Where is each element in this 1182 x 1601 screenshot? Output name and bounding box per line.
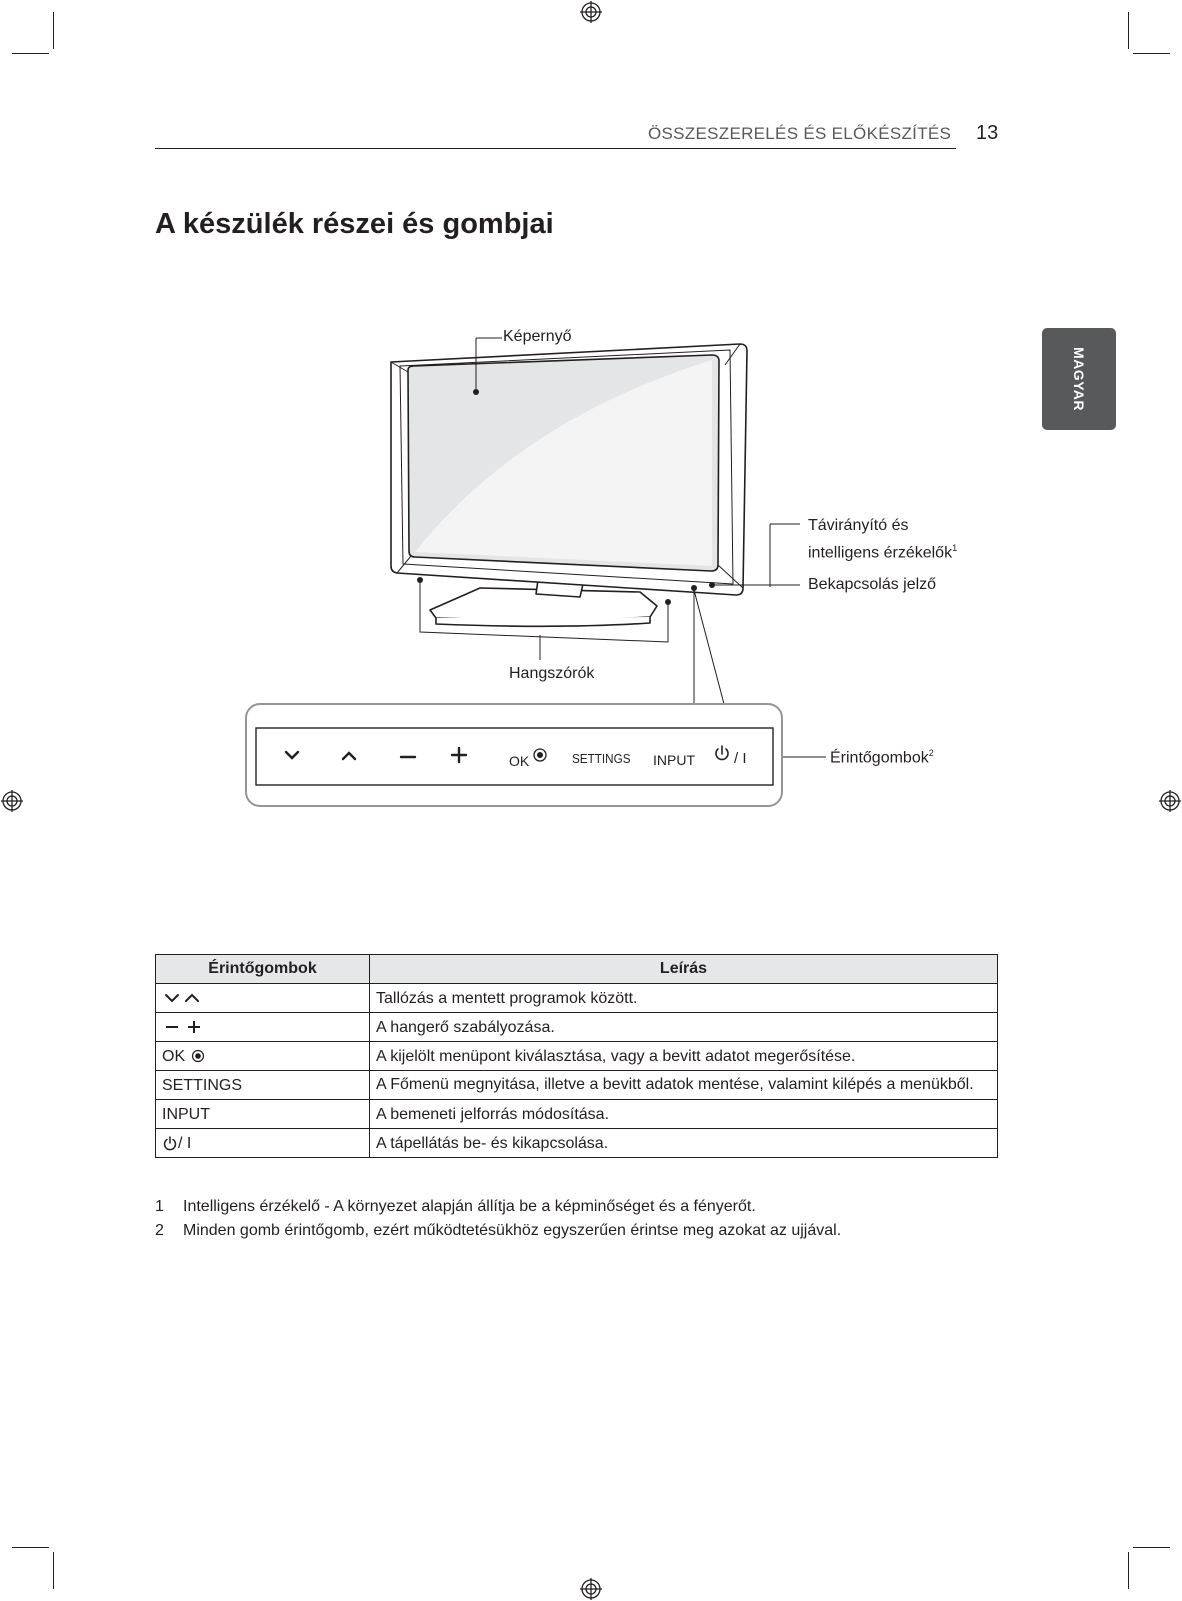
table-key-cell: [156, 984, 370, 1013]
table-key-cell: SETTINGS: [156, 1071, 370, 1100]
panel-input-label: INPUT: [653, 752, 695, 768]
table-row: [156, 1129, 998, 1158]
footnote-text: Minden gomb érintőgomb, ezért működtetésükhöz egyszerűen érintse meg azokat az ujjával.: [183, 1222, 842, 1239]
footnote-ref: 2: [928, 748, 934, 758]
footnote-text: Intelligens érzékelő - A környezet alapján állítja be a képminőséget és a fényerőt.: [183, 1198, 756, 1215]
remote-sensor-label: [808, 514, 957, 564]
table-key-cell: [156, 1013, 370, 1042]
footnote-number: 2: [155, 1222, 164, 1239]
table-key-cell: [156, 1042, 370, 1071]
footnote-2: [155, 1222, 841, 1240]
remote-sensor-text: intelligens érzékelők: [808, 544, 953, 562]
table-header-row: [156, 955, 998, 984]
touch-buttons-label: [830, 748, 934, 767]
section-title: ÖSSZESZERELÉS ÉS ELŐKÉSZÍTÉS: [648, 124, 952, 143]
panel-ok-label: OK: [509, 753, 530, 769]
table-key-cell: [156, 1129, 370, 1158]
key-label: / I: [178, 1134, 192, 1152]
crop-mark: [1128, 1552, 1129, 1589]
table-row: [156, 1042, 998, 1071]
crop-mark: [1133, 1547, 1170, 1548]
table-header-cell: Leírás: [370, 955, 998, 984]
table-row: [156, 1013, 998, 1042]
table-row: [156, 984, 998, 1013]
table-desc-cell: A bemeneti jelforrás módosítása.: [370, 1100, 998, 1129]
tv-illustration: [391, 344, 747, 626]
footnote-1: [155, 1198, 756, 1216]
table-desc-cell: Tallózás a mentett programok között.: [370, 984, 998, 1013]
ok-target-icon: [190, 1049, 206, 1063]
table-desc-cell: A hangerő szabályozása.: [370, 1013, 998, 1042]
footnote-number: 1: [155, 1198, 164, 1215]
speakers-label: Hangszórók: [509, 665, 595, 682]
crop-mark: [12, 1547, 49, 1548]
table-desc-cell: A tápellátás be- és kikapcsolása.: [370, 1129, 998, 1158]
panel-settings-label: SETTINGS: [572, 751, 631, 766]
screen-label: Képernyő: [503, 328, 572, 345]
touch-buttons-text: Érintőgombok: [830, 749, 929, 767]
table-row: [156, 1071, 998, 1100]
crop-mark: [53, 1552, 54, 1589]
panel-power-label: / I: [734, 750, 747, 767]
table-desc-cell: A Főmenü megnyitása, illetve a bevitt adatok mentése, valamint kilépés a menükből.: [370, 1071, 998, 1100]
power-icon: [162, 1135, 178, 1151]
table-desc-cell: A kijelölt menüpont kiválasztása, vagy a bevitt adatot megerősítése.: [370, 1042, 998, 1071]
touch-buttons-table: [155, 954, 998, 1158]
table-header-cell: Érintőgombok: [156, 955, 370, 984]
key-label: OK: [162, 1047, 186, 1065]
minus-plus-icon: [162, 1020, 204, 1034]
registration-mark-icon: [580, 1578, 602, 1600]
remote-sensor-label-line1: Távirányító és: [808, 517, 909, 534]
chevron-down-up-icon: [162, 991, 204, 1005]
footnote-ref: 1: [952, 543, 958, 553]
remote-sensor-label-line2: [808, 537, 957, 564]
language-tab-label: MAGYAR: [1071, 347, 1087, 411]
table-key-cell: INPUT: [156, 1100, 370, 1129]
page-number: 13: [976, 122, 999, 144]
table-row: [156, 1100, 998, 1129]
page-title: A készülék részei és gombjai: [155, 208, 554, 240]
power-indicator-label: Bekapcsolás jelző: [808, 576, 937, 593]
